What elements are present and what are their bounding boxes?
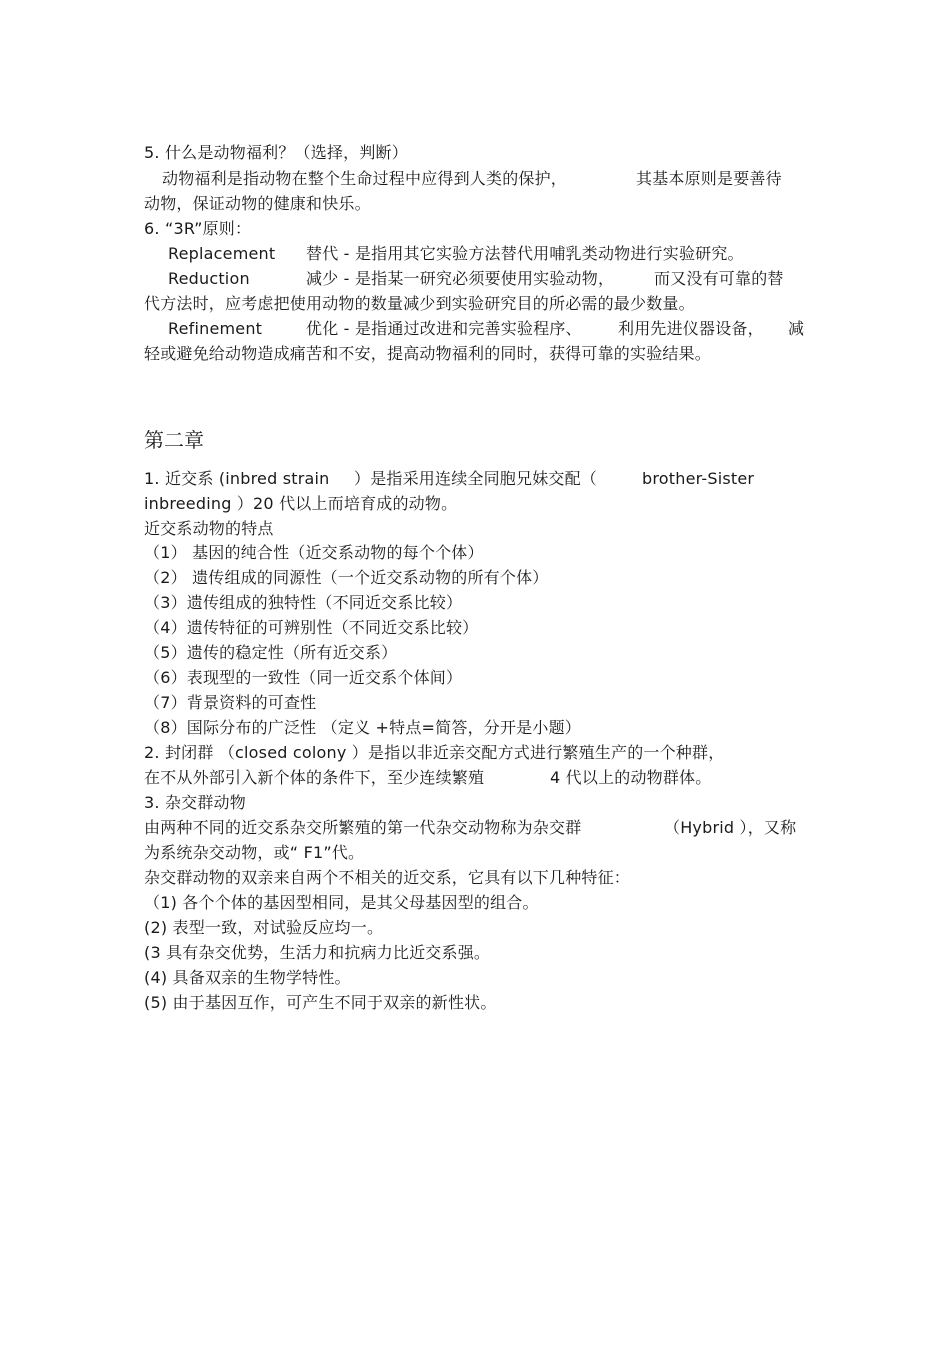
q5-body-part-a: 动物福利是指动物在整个生命过程中应得到人类的保护， (162, 169, 568, 188)
closed-colony-part-a: 在不从外部引入新个体的条件下，至少连续繁殖 (144, 768, 485, 787)
feature-item: （7）背景资料的可查性 (144, 693, 317, 712)
hybrid-feature-item: (5) 由于基因互作，可产生不同于双亲的新性状。 (144, 993, 497, 1012)
inbred-part-a: 1. 近交系 (inbred strain (144, 469, 330, 488)
refinement-definition-c: 减 (788, 319, 805, 338)
refinement-line-2: 轻或避免给动物造成痛苦和不安，提高动物福利的同时，获得可靠的实验结果。 (144, 344, 712, 363)
feature-item: （8）国际分布的广泛性 （定义 +特点=简答，分开是小题） (144, 718, 581, 737)
hybrid-feature-item: （1) 各个个体的基因型相同，是其父母基因型的组合。 (144, 893, 539, 912)
replacement-term: Replacement (168, 244, 276, 263)
feature-item: （5）遗传的稳定性（所有近交系） (144, 643, 398, 662)
replacement-definition: 替代 - 是指用其它实验方法替代用哺乳类动物进行实验研究。 (306, 244, 744, 263)
hybrid-feature-item: (3 具有杂交优势，生活力和抗病力比近交系强。 (144, 943, 491, 962)
refinement-definition-a: 优化 - 是指通过改进和完善实验程序、 (306, 319, 582, 338)
refinement-definition-b: 利用先进仪器设备， (618, 319, 764, 338)
reduction-line-2: 代方法时，应考虑把使用动物的数量减少到实验研究目的所必需的最少数量。 (144, 294, 695, 313)
q5-body-part-b: 其基本原则是要善待 (636, 169, 782, 188)
hybrid-line-3: 杂交群动物的双亲来自两个不相关的近交系，它具有以下几种特征： (144, 868, 631, 887)
refinement-term: Refinement (168, 319, 263, 338)
inbred-line-2: inbreeding ）20 代以上而培育成的动物。 (144, 494, 458, 513)
hybrid-part-b: （Hybrid ），又称 (664, 818, 797, 837)
hybrid-line-2: 为系统杂交动物，或“ F1”代。 (144, 843, 365, 862)
inbred-part-c: brother-Sister (642, 469, 755, 488)
hybrid-feature-item: (4) 具备双亲的生物学特性。 (144, 968, 351, 987)
feature-item: （1） 基因的纯合性（近交系动物的每个个体） (144, 543, 484, 562)
closed-colony-part-b: 4 代以上的动物群体。 (550, 768, 712, 787)
inbred-part-b: ）是指采用连续全同胞兄妹交配（ (354, 469, 598, 488)
hybrid-part-a: 由两种不同的近交系杂交所繁殖的第一代杂交动物称为杂交群 (144, 818, 582, 837)
question-6-title: 6. “3R”原则： (144, 219, 252, 238)
question-5-title: 5. 什么是动物福利？（选择，判断） (144, 143, 408, 162)
features-title: 近交系动物的特点 (144, 519, 274, 538)
question-5-body-line-2: 动物，保证动物的健康和快乐。 (144, 194, 371, 213)
reduction-definition-b: 而又没有可靠的替 (654, 269, 784, 288)
reduction-definition-a: 减少 - 是指某一研究必须要使用实验动物， (306, 269, 615, 288)
chapter-heading: 第二章 (144, 428, 204, 452)
hybrid-feature-item: (2) 表型一致，对试验反应均一。 (144, 918, 384, 937)
hybrid-title: 3. 杂交群动物 (144, 793, 246, 812)
reduction-term: Reduction (168, 269, 250, 288)
closed-colony-line-1: 2. 封闭群 （closed colony ）是指以非近亲交配方式进行繁殖生产的一个种群， (144, 743, 725, 762)
feature-item: （3）遗传组成的独特性（不同近交系比较） (144, 593, 463, 612)
feature-item: （2） 遗传组成的同源性（一个近交系动物的所有个体） (144, 568, 549, 587)
feature-item: （4）遗传特征的可辨别性（不同近交系比较） (144, 618, 479, 637)
feature-item: （6）表现型的一致性（同一近交系个体间） (144, 668, 463, 687)
